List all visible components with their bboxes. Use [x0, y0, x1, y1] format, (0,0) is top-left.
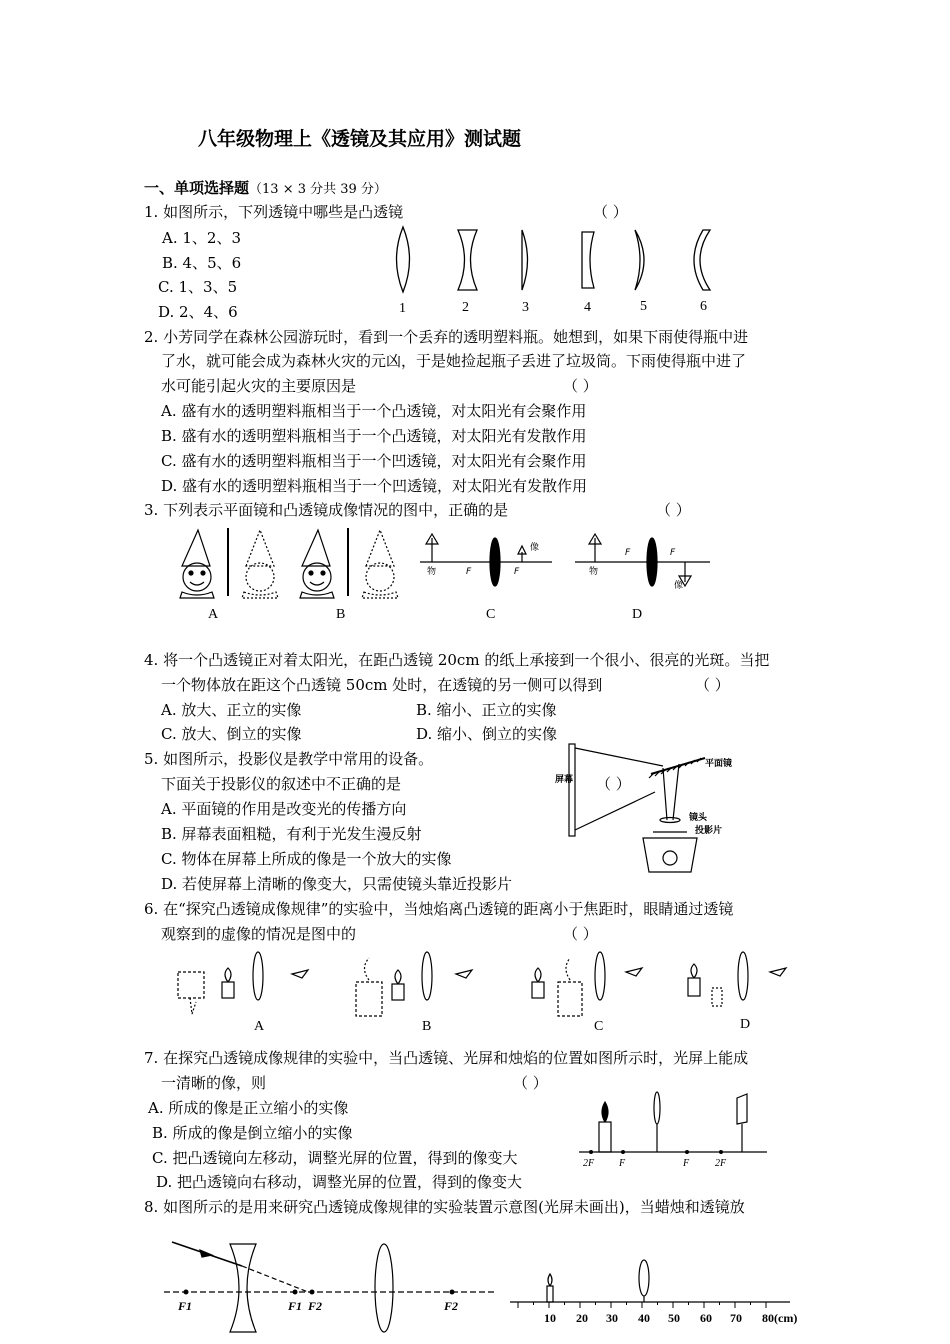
q3-blank: （ ） — [656, 501, 691, 519]
q6-label-c: C — [594, 1019, 604, 1034]
q5-label-slide: 投影片 — [695, 826, 723, 836]
q2-stem-line-1: 2. 小芳同学在森林公园游玩时，看到一个丢弃的透明塑料瓶。她想到，如果下雨使得瓶中进 — [144, 328, 749, 346]
lens-label-6: 6 — [700, 299, 707, 314]
q8-stem: 8. 如图所示的是用来研究凸透镜成像规律的实验装置示意图(光屏未画出)，当蜡烛和透镜放 — [144, 1198, 745, 1216]
q8-ruler-20: 20 — [576, 1311, 588, 1325]
q7-label-2f-right: 2F — [715, 1158, 727, 1169]
q7-label-f-right: F — [683, 1158, 690, 1169]
q8-ruler-30: 30 — [606, 1311, 618, 1325]
q5-stem-line-1: 5. 如图所示，投影仪是教学中常用的设备。 — [144, 750, 434, 768]
q2-option-d: D. 盛有水的透明塑料瓶相当于一个凹透镜，对太阳光有发散作用 — [161, 477, 588, 495]
q8-label-f2-left: F2 — [308, 1299, 323, 1313]
q3-label-a: A — [208, 607, 219, 622]
q7-option-c: C. 把凸透镜向左移动，调整光屏的位置，得到的像变大 — [152, 1149, 518, 1167]
q2-option-c: C. 盛有水的透明塑料瓶相当于一个凹透镜，对太阳光有会聚作用 — [161, 452, 587, 470]
section-heading — [144, 178, 387, 200]
q3-d-focus-right: F — [670, 548, 676, 558]
q7-option-b: B. 所成的像是倒立缩小的实像 — [152, 1124, 353, 1142]
q4-option-c: C. 放大、倒立的实像 — [161, 725, 302, 743]
lens-label-1: 1 — [399, 301, 406, 316]
q8-ruler-ticks — [518, 1302, 766, 1308]
lens-label-4: 4 — [584, 300, 591, 315]
q7-blank: （ ） — [513, 1074, 548, 1092]
q1-option-c: C. 1、3、5 — [158, 278, 238, 296]
q2-option-b: B. 盛有水的透明塑料瓶相当于一个凸透镜，对太阳光有发散作用 — [161, 427, 587, 445]
q8-label-f1-left: F1 — [178, 1299, 193, 1313]
q8-ruler-40: 40 — [638, 1311, 650, 1325]
q5-label-lens: 镜头 — [689, 813, 708, 823]
q7-stem-line-2: 一清晰的像，则 — [161, 1074, 267, 1092]
q8-ruler-10: 10 — [544, 1311, 556, 1325]
q3-label-b: B — [336, 607, 346, 622]
q1-blank: （ ） — [593, 203, 628, 221]
q3-label-d: D — [632, 607, 643, 622]
page-title: 八年级物理上《透镜及其应用》测试题 — [198, 128, 522, 150]
q3-d-object: 物 — [589, 567, 599, 577]
q1-stem: 1. 如图所示，下列透镜中哪些是凸透镜 — [144, 203, 404, 221]
q7-label-2f-left: 2F — [583, 1158, 595, 1169]
q1-option-a: A. 1、2、3 — [162, 229, 241, 247]
section-score-note: （13 × 3 分共 39 分） — [249, 182, 387, 197]
q7-option-a: A. 所成的像是正立缩小的实像 — [148, 1099, 349, 1117]
q3-stem: 3. 下列表示平面镜和凸透镜成像情况的图中，正确的是 — [144, 501, 509, 519]
q8-label-f1-right: F1 — [288, 1299, 303, 1313]
q5-option-b: B. 屏幕表面粗糙，有利于光发生漫反射 — [161, 825, 422, 843]
q7-option-d: D. 把凸透镜向右移动，调整光屏的位置，得到的像变大 — [156, 1173, 523, 1191]
q4-stem-line-1: 4. 将一个凸透镜正对着太阳光，在距凸透镜 20cm 的纸上承接到一个很小、很亮的光斑。当把 — [144, 651, 770, 669]
q6-figure — [170, 950, 810, 1040]
q6-blank: （ ） — [563, 925, 598, 943]
q3-label-c: C — [486, 607, 496, 622]
q2-stem-line-3: 水可能引起火灾的主要原因是 — [161, 377, 357, 395]
q5-projector-figure — [555, 740, 745, 880]
q8-ruler-50: 50 — [668, 1311, 680, 1325]
q2-blank: （ ） — [563, 377, 598, 395]
q2-stem-line-2: 了水，就可能会成为森林火灾的元凶，于是她捡起瓶子丢进了垃圾筒。下雨使得瓶中进了 — [161, 352, 747, 370]
q6-stem-line-2: 观察到的虚像的情况是图中的 — [161, 925, 357, 943]
q5-label-screen: 屏幕 — [555, 775, 574, 785]
q5-option-a: A. 平面镜的作用是改变光的传播方向 — [161, 800, 407, 818]
q3-d-image: 像 — [674, 581, 684, 591]
q4-option-b: B. 缩小、正立的实像 — [416, 701, 557, 719]
lens-label-5: 5 — [640, 299, 647, 314]
q4-option-a: A. 放大、正立的实像 — [161, 701, 302, 719]
q8-ruler-70: 70 — [730, 1311, 742, 1325]
lens-label-3: 3 — [522, 300, 529, 315]
q3-d-focus-left: F — [625, 548, 631, 558]
q3-c-object: 物 — [427, 567, 437, 577]
q8-ruler-60: 60 — [700, 1311, 712, 1325]
q6-label-a: A — [254, 1019, 265, 1034]
q4-option-d: D. 缩小、倒立的实像 — [416, 725, 558, 743]
q3-c-focus-right: F — [514, 567, 520, 577]
q1-option-d: D. 2、4、6 — [158, 303, 238, 321]
q5-label-mirror: 平面镜 — [705, 759, 733, 769]
lens-label-2: 2 — [462, 300, 469, 315]
section-title: 一、单项选择题 — [144, 179, 250, 197]
q8-label-f2-right: F2 — [444, 1299, 459, 1313]
q5-option-d: D. 若使屏幕上清晰的像变大，只需使镜头靠近投影片 — [161, 875, 513, 893]
q6-label-b: B — [422, 1019, 432, 1034]
q5-stem-line-2: 下面关于投影仪的叙述中不正确的是 — [161, 775, 402, 793]
q4-stem-line-2: 一个物体放在距这个凸透镜 50cm 处时，在透镜的另一侧可以得到 — [161, 676, 603, 694]
q8-figure — [160, 1230, 810, 1340]
q6-stem-line-1: 6. 在“探究凸透镜成像规律”的实验中，当烛焰离凸透镜的距离小于焦距时，眼睛通过透镜 — [144, 900, 734, 918]
q3-c-focus-left: F — [466, 567, 472, 577]
q7-label-f-left: F — [619, 1158, 626, 1169]
q6-label-d: D — [740, 1017, 751, 1032]
q8-ruler-80cm: 80(cm) — [762, 1311, 798, 1325]
q1-lens-figure — [385, 222, 725, 322]
q5-option-c: C. 物体在屏幕上所成的像是一个放大的实像 — [161, 850, 452, 868]
q5-blank: （ ） — [596, 775, 631, 793]
q7-stem-line-1: 7. 在探究凸透镜成像规律的实验中，当凸透镜、光屏和烛焰的位置如图所示时，光屏上能成 — [144, 1049, 749, 1067]
q3-figure — [170, 522, 730, 622]
q7-figure — [575, 1088, 775, 1168]
q4-blank: （ ） — [695, 676, 730, 694]
q1-option-b: B. 4、5、6 — [162, 254, 242, 272]
q3-c-image: 像 — [530, 543, 540, 553]
q2-option-a: A. 盛有水的透明塑料瓶相当于一个凸透镜，对太阳光有会聚作用 — [161, 402, 587, 420]
